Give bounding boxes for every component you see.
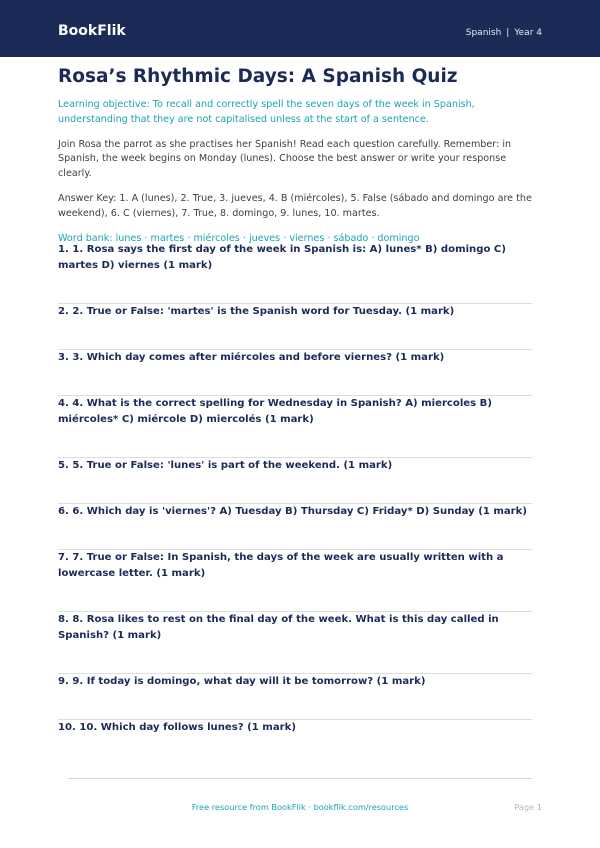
question-text: 5. 5. True or False: 'lunes' is part of the weekend. (1 mark) [58,460,393,471]
instructions: Join Rosa the parrot as she practises her Spanish! Read each question carefully. Remember: in Spanish, the week begins on Monday (lunes). Choose the best answer or write your response clearly. [58,138,512,180]
subject-year-label [466,27,542,39]
question-text: 8. 8. Rosa likes to rest on the final day of the week. What is this day called in Spanish? (1 mark) [58,614,499,641]
question-text: 10. 10. Which day follows lunes? (1 mark) [58,722,296,733]
site-header [0,0,600,57]
question-8 [58,612,532,674]
footer-credit-link[interactable]: Free resource from BookFlik · bookflik.com/resources [191,802,409,812]
worksheet-intro [58,66,532,246]
question-text: 6. 6. Which day is 'viernes'? A) Tuesday B) Thursday C) Friday* D) Sunday (1 mark) [58,506,527,517]
question-text: 1. 1. Rosa says the first day of the week in Spanish is: A) lunes* B) domingo C) martes D) viernes (1 mark) [58,244,506,271]
question-6 [58,504,532,550]
question-1 [58,242,532,304]
question-10 [58,720,532,766]
question-list [58,242,532,766]
question-4 [58,396,532,458]
answer-key: Answer Key: 1. A (lunes), 2. True, 3. jueves, 4. B (miércoles), 5. False (sábado and domingo are the weekend), 6. C (viernes), 7. True, 8. domingo, 9. lunes, 10. martes. [58,192,532,219]
question-text: 2. 2. True or False: 'martes' is the Spanish word for Tuesday. (1 mark) [58,306,455,317]
page-title: Rosa’s Rhythmic Days: A Spanish Quiz [58,66,458,87]
subject-label: Spanish [465,28,502,38]
year-label: Year 4 [514,28,542,38]
question-text: 7. 7. True or False: In Spanish, the days of the week are usually written with a lowercase letter. (1 mark) [58,552,504,579]
question-text: 4. 4. What is the correct spelling for Wednesday in Spanish? A) miercoles B) miércoles* C) miércole D) miercolés (1 mark) [58,398,492,425]
question-2 [58,304,532,350]
footer-divider [68,778,532,779]
question-5 [58,458,532,504]
page-number: Page 1 [514,802,542,812]
learning-objective: Learning objective: To recall and correctly spell the seven days of the week in Spanish, understanding that they are not capitalised unless at the start of a sentence. [58,99,475,125]
brand-logo[interactable]: BookFlik [58,23,126,39]
header-separator: | [506,28,510,38]
question-text: 9. 9. If today is domingo, what day will it be tomorrow? (1 mark) [58,676,426,687]
question-7 [58,550,532,612]
question-3 [58,350,532,396]
word-bank: Word bank: lunes · martes · miércoles · jueves · viernes · sábado · domingo [58,232,420,244]
question-text: 3. 3. Which day comes after miércoles and before viernes? (1 mark) [58,352,445,363]
question-9 [58,674,532,720]
